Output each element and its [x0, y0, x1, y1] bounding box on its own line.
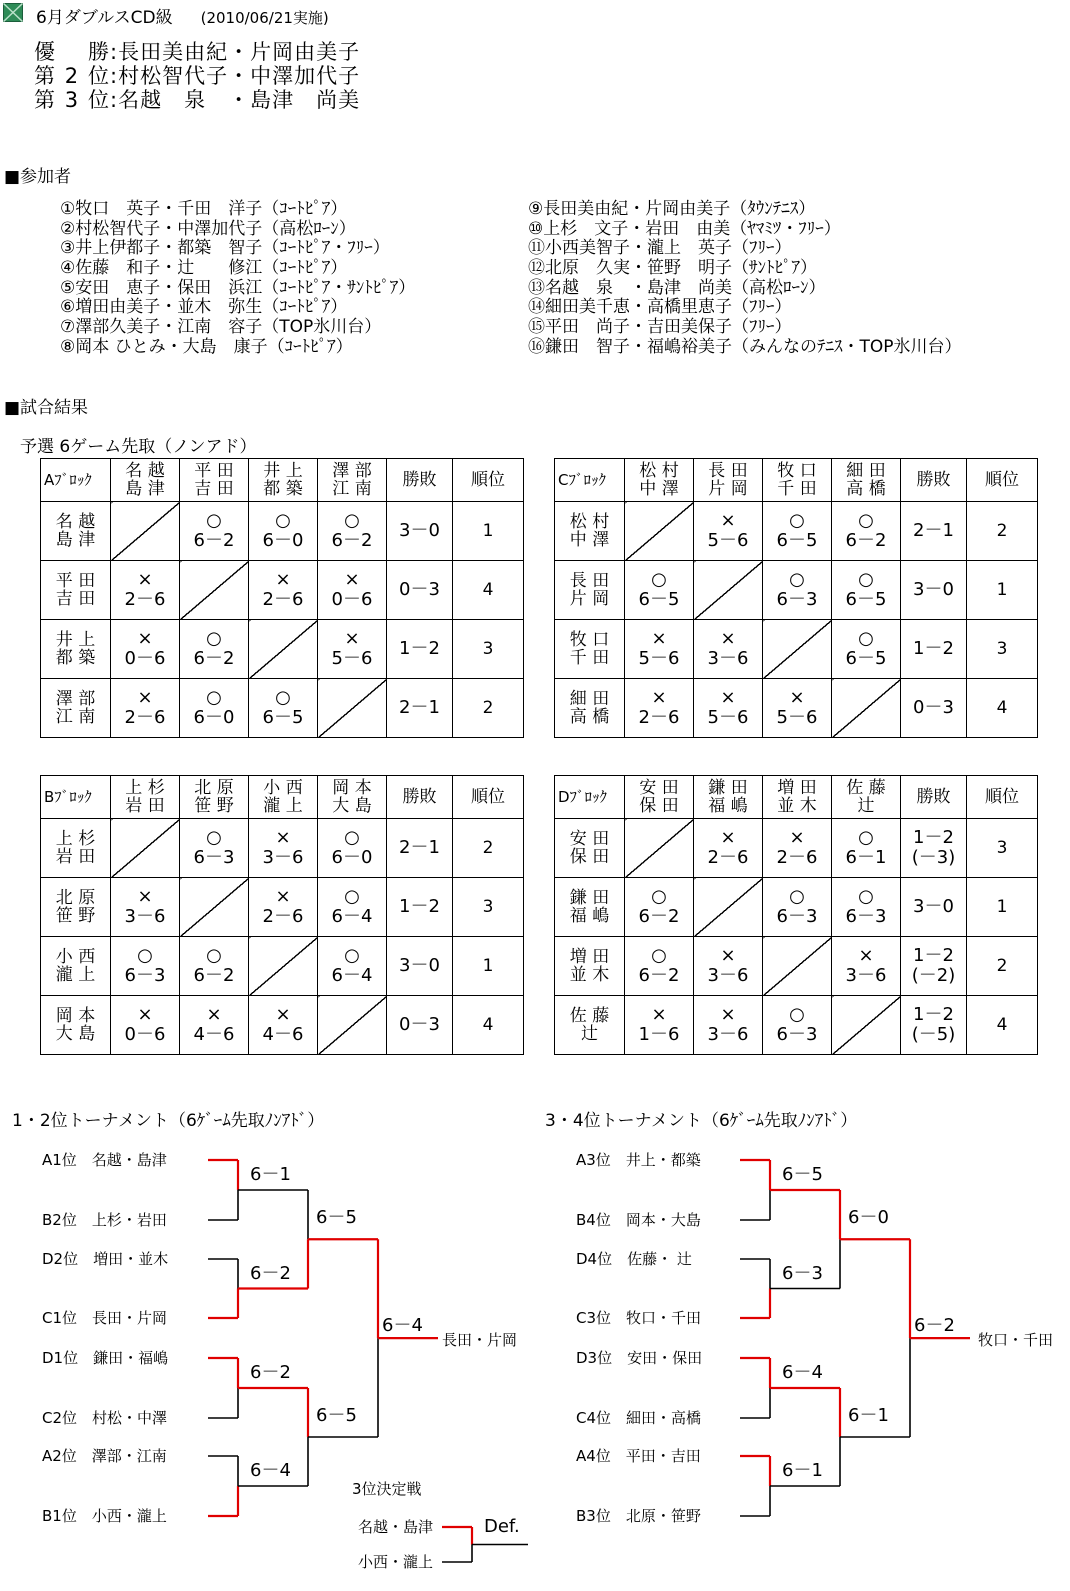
round2-score: 6－1 [848, 1405, 889, 1426]
round1-score: 6－1 [782, 1460, 823, 1481]
result-mark: ○ [858, 510, 874, 531]
result-score: 5－6 [707, 707, 749, 728]
team-name-line: 牧 口 [777, 461, 817, 481]
result-mark: × [137, 569, 153, 590]
result-score: 3－6 [262, 847, 304, 868]
result-score: 6－5 [638, 589, 680, 610]
result-score: 6－5 [845, 589, 887, 610]
team-name-line: 笹 野 [55, 906, 96, 926]
rank-value: 2 [453, 679, 524, 738]
result-mark: ○ [275, 510, 291, 531]
result-mark: × [720, 1004, 736, 1025]
round1-score: 6－4 [782, 1362, 823, 1383]
result-score: 0－6 [124, 648, 166, 669]
round2-score: 6－0 [848, 1207, 889, 1229]
team-name-line: 岩 田 [55, 847, 96, 867]
result-mark: ○ [789, 569, 805, 590]
result-score: 4－6 [262, 1024, 304, 1045]
team-name-line: 並 木 [569, 965, 610, 985]
result-score: 6－5 [776, 530, 818, 551]
team-name-line: 千 田 [777, 479, 817, 499]
result-score: 2－6 [262, 589, 304, 610]
rank-value: 1 [453, 937, 524, 996]
rank-value: 4 [453, 996, 524, 1055]
result-mark: ○ [344, 945, 360, 966]
participant-item: ①牧口 英子・千田 洋子（ｺｰﾄﾋﾟｱ） [60, 199, 348, 219]
result-mark: × [344, 569, 360, 590]
rank-value: 4 [967, 679, 1038, 738]
game-difference: (－3) [911, 847, 956, 868]
team-name-line: 瀧 上 [263, 796, 303, 816]
record-value: 0－3 [913, 697, 954, 718]
result-mark: ○ [206, 945, 222, 966]
result-score: 6－0 [331, 847, 373, 868]
result-score: 5－6 [707, 530, 749, 551]
result-mark: × [137, 886, 153, 907]
team-name-line: 名 越 [125, 461, 165, 481]
team-name-line: 平 田 [194, 461, 234, 481]
result-mark: × [206, 1004, 222, 1025]
result-score: 2－6 [124, 707, 166, 728]
bracket-entry: D1位 鎌田・福嶋 [42, 1349, 169, 1367]
result-mark: ○ [858, 628, 874, 649]
result-score: 6－3 [193, 847, 235, 868]
participant-item: ⑪小西美智子・瀧上 英子（ﾌﾘｰ） [528, 238, 792, 259]
participant-item: ⑬名越 泉 ・島津 尚美（高松ﾛｰﾝ） [528, 277, 826, 298]
result-mark: × [720, 628, 736, 649]
round1-score: 6－2 [250, 1362, 291, 1383]
rank-value: 1 [453, 502, 524, 561]
result-mark: ○ [344, 827, 360, 848]
participant-item: ⑫北原 久実・笹野 明子（ｻﾝﾄﾋﾟｱ） [528, 258, 817, 279]
result-mark: ○ [206, 687, 222, 708]
team-name-line: 保 田 [569, 847, 610, 867]
result-mark: × [789, 687, 805, 708]
record-value: 1－2 [913, 638, 954, 659]
record-value: 3－0 [913, 896, 954, 917]
result-mark: ○ [789, 510, 805, 531]
result-mark: × [137, 628, 153, 649]
result-mark: ○ [789, 886, 805, 907]
third-label: 第3位 [34, 88, 110, 112]
win-loss-header: 勝敗 [901, 459, 967, 502]
record-value: 2－1 [399, 697, 440, 718]
runner-up-pair: 村松智代子・中澤加代子 [118, 64, 361, 88]
team-name-line: 都 築 [263, 479, 303, 499]
rank-value: 3 [967, 620, 1038, 679]
result-score: 3－6 [845, 965, 887, 986]
champion-name: 長田・片岡 [442, 1331, 518, 1350]
result-mark: × [275, 827, 291, 848]
team-name-line: 保 田 [639, 796, 679, 816]
team-name-line: 澤 部 [55, 689, 96, 709]
participant-item: ⑨長田美由紀・片岡由美子（ﾀｳﾝﾃﾆｽ） [528, 199, 816, 219]
team-name-line: 佐 藤 [569, 1006, 610, 1026]
winner-label: 優勝 [34, 40, 110, 64]
team-name-line: 吉 田 [55, 589, 96, 609]
result-score: 3－6 [124, 906, 166, 927]
team-name-line: 高 橋 [569, 707, 610, 727]
rank-value: 3 [967, 819, 1038, 878]
final-score: 6－2 [914, 1315, 955, 1337]
record-value: 1－2 [913, 945, 954, 966]
round1-score: 6－1 [250, 1164, 291, 1185]
result-score: 6－0 [262, 530, 304, 551]
result-mark: ○ [858, 827, 874, 848]
participant-item: ②村松智代子・中澤加代子（高松ﾛｰﾝ） [60, 218, 356, 239]
team-name-line: 片 岡 [569, 589, 610, 609]
team-name-line: 片 岡 [708, 479, 748, 499]
round1-score: 6－5 [782, 1164, 823, 1185]
win-loss-header: 勝敗 [901, 776, 967, 819]
results-heading: ■試合結果 [4, 398, 89, 418]
record-value: 1－2 [913, 1004, 954, 1025]
result-score: 1－6 [638, 1024, 680, 1045]
round2-score: 6－5 [316, 1405, 357, 1426]
rank-header: 順位 [967, 776, 1038, 819]
rank-value: 4 [453, 561, 524, 620]
round1-score: 6－3 [782, 1262, 823, 1284]
block-name: Bﾌﾞﾛｯｸ [41, 776, 111, 819]
team-name-line: 名 越 [55, 512, 96, 532]
block-name: Dﾌﾞﾛｯｸ [555, 776, 625, 819]
win-loss-header: 勝敗 [387, 776, 453, 819]
result-score: 6－0 [193, 707, 235, 728]
team-name-line: 岡 本 [55, 1006, 96, 1026]
record-value: 1－2 [399, 638, 440, 659]
result-mark: × [720, 687, 736, 708]
team-name-line: 中 澤 [569, 530, 610, 550]
final-score: 6－4 [382, 1315, 423, 1337]
result-score: 6－5 [845, 648, 887, 669]
bracket-entry: C4位 細田・高橋 [576, 1409, 702, 1427]
round1-score: 6－4 [250, 1460, 291, 1481]
rank-header: 順位 [453, 459, 524, 502]
event-title: 6月ダブルスCD級 [36, 8, 173, 28]
tournament-1-title: 1・2位トーナメント（6ｹﾞｰﾑ先取ﾉﾝｱﾄﾞ） [12, 1111, 325, 1131]
bracket-entry: A1位 名越・島津 [42, 1151, 167, 1169]
team-name-line: 千 田 [569, 648, 610, 668]
team-name-line: 並 木 [777, 796, 817, 816]
rank-value: 3 [453, 878, 524, 937]
result-mark: ○ [858, 886, 874, 907]
third-place-entry: 名越・島津 [358, 1518, 434, 1536]
record-value: 3－0 [399, 955, 440, 976]
block-name: Aﾌﾞﾛｯｸ [41, 459, 111, 502]
tournament-2-title: 3・4位トーナメント（6ｹﾞｰﾑ先取ﾉﾝｱﾄﾞ） [545, 1111, 858, 1131]
participant-item: ④佐藤 和子・辻 修江（ｺｰﾄﾋﾟｱ） [60, 258, 348, 279]
winner-row: 優勝:長田美由紀・片岡由美子 [34, 40, 361, 64]
rank-value: 2 [967, 502, 1038, 561]
champion-name: 牧口・千田 [978, 1331, 1054, 1350]
participant-item: ⑤安田 恵子・保田 浜江（ｺｰﾄﾋﾟｱ・ｻﾝﾄﾋﾟｱ） [60, 277, 416, 298]
participant-item: ⑭細田美千恵・高橋里恵子（ﾌﾘｰ） [528, 297, 792, 318]
result-score: 2－6 [707, 847, 749, 868]
result-mark: × [858, 945, 874, 966]
team-name-line: 安 田 [639, 778, 679, 798]
team-name-line: 長 田 [708, 461, 748, 481]
bracket-entry: D4位 佐藤・ 辻 [576, 1250, 692, 1268]
result-score: 3－6 [707, 648, 749, 669]
participant-item: ③井上伊都子・都築 智子（ｺｰﾄﾋﾟｱ・ﾌﾘｰ） [60, 238, 390, 259]
team-name-line: 鎌 田 [708, 778, 748, 798]
result-score: 6－3 [776, 906, 818, 927]
team-name-line: 瀧 上 [55, 965, 96, 985]
record-value: 1－2 [913, 827, 954, 848]
team-name-line: 上 杉 [55, 829, 96, 849]
result-score: 2－6 [776, 847, 818, 868]
team-name-line: 増 田 [569, 947, 610, 967]
team-name-line: 大 島 [55, 1024, 96, 1044]
bracket-entry: B2位 上杉・岩田 [42, 1211, 167, 1229]
result-mark: × [344, 628, 360, 649]
result-mark: ○ [651, 886, 667, 907]
team-name-line: 大 島 [332, 796, 372, 816]
result-mark: ○ [206, 510, 222, 531]
team-name-line: 細 田 [846, 461, 886, 481]
result-mark: × [137, 1004, 153, 1025]
team-name-line: 笹 野 [194, 796, 234, 816]
game-difference: (－2) [911, 965, 956, 986]
rank-header: 順位 [453, 776, 524, 819]
result-mark: ○ [344, 510, 360, 531]
record-value: 2－1 [399, 837, 440, 858]
record-value: 1－2 [399, 896, 440, 917]
result-score: 2－6 [262, 906, 304, 927]
third-place-entry: 小西・瀧上 [358, 1553, 434, 1571]
result-mark: ○ [858, 569, 874, 590]
result-mark: × [651, 687, 667, 708]
participant-item: ⑮平田 尚子・吉田美保子（ﾌﾘｰ） [528, 317, 792, 338]
participant-item: ⑯鎌田 智子・福嶋裕美子（みんなのﾃﾆｽ・TOP氷川台） [528, 336, 962, 357]
result-mark: × [651, 628, 667, 649]
rank-value: 4 [967, 996, 1038, 1055]
team-name-line: 福 嶋 [569, 906, 610, 926]
rank-value: 1 [967, 878, 1038, 937]
result-score: 6－2 [193, 648, 235, 669]
result-score: 6－4 [331, 906, 373, 927]
result-score: 6－2 [638, 906, 680, 927]
bracket-entry: D2位 増田・並木 [42, 1250, 169, 1268]
team-name-line: 岡 本 [332, 778, 372, 798]
result-mark: × [275, 886, 291, 907]
team-name-line: 吉 田 [194, 479, 234, 499]
team-name-line: 長 田 [569, 571, 610, 591]
result-score: 6－3 [776, 1024, 818, 1045]
team-name-line: 辻 [857, 796, 875, 816]
rank-value: 2 [967, 937, 1038, 996]
team-name-line: 北 原 [194, 778, 234, 798]
result-mark: ○ [344, 886, 360, 907]
team-name-line: 江 南 [332, 479, 372, 499]
third-place-result: Def. [484, 1516, 520, 1537]
team-name-line: 高 橋 [846, 479, 886, 499]
team-name-line: 牧 口 [569, 630, 610, 650]
block-name: Cﾌﾞﾛｯｸ [555, 459, 625, 502]
win-loss-header: 勝敗 [387, 459, 453, 502]
winner-pair: 長田美由紀・片岡由美子 [118, 40, 361, 64]
result-score: 2－6 [124, 589, 166, 610]
rank-value: 3 [453, 620, 524, 679]
bracket-entry: A3位 井上・都築 [576, 1151, 701, 1169]
runner-up-label: 第2位 [34, 64, 110, 88]
result-score: 6－4 [331, 965, 373, 986]
team-name-line: 上 杉 [125, 778, 165, 798]
preliminary-subheading: 予選 6ゲーム先取（ノンアド） [20, 437, 257, 457]
team-name-line: 増 田 [777, 778, 817, 798]
team-name-line: 小 西 [263, 778, 303, 798]
result-mark: × [137, 687, 153, 708]
bracket-entry: C3位 牧口・千田 [576, 1309, 702, 1327]
result-score: 6－1 [845, 847, 887, 868]
result-score: 4－6 [193, 1024, 235, 1045]
record-value: 0－3 [399, 579, 440, 600]
result-score: 2－6 [638, 707, 680, 728]
participants-heading: ■参加者 [4, 167, 72, 187]
rank-value: 1 [967, 561, 1038, 620]
team-name-line: 松 村 [639, 461, 679, 481]
result-mark: ○ [275, 687, 291, 708]
result-score: 5－6 [776, 707, 818, 728]
team-name-line: 鎌 田 [569, 888, 610, 908]
result-mark: ○ [206, 628, 222, 649]
participant-item: ⑥増田由美子・並木 弥生（ｺｰﾄﾋﾟｱ） [60, 297, 348, 318]
third-place-title: 3位決定戦 [352, 1480, 422, 1498]
team-name-line: 澤 部 [332, 461, 372, 481]
bracket-entry: C1位 長田・片岡 [42, 1309, 168, 1327]
record-value: 3－0 [913, 579, 954, 600]
result-mark: ○ [206, 827, 222, 848]
game-difference: (－5) [911, 1024, 956, 1045]
participant-item: ⑧岡本 ひとみ・大島 康子（ｺｰﾄﾋﾟｱ） [60, 336, 353, 357]
third-row: 第3位:名越 泉 ・島津 尚美 [34, 88, 361, 112]
team-name-line: 島 津 [125, 479, 165, 499]
team-name-line: 平 田 [55, 571, 96, 591]
result-score: 6－2 [638, 965, 680, 986]
round2-score: 6－5 [316, 1207, 357, 1229]
team-name-line: 北 原 [55, 888, 96, 908]
participant-item: ⑩上杉 文子・岩田 由美（ﾔﾏﾐﾂ・ﾌﾘｰ） [528, 218, 841, 239]
result-score: 0－6 [124, 1024, 166, 1045]
bracket-entry: A4位 平田・吉田 [576, 1447, 701, 1465]
result-mark: × [275, 1004, 291, 1025]
participant-item: ⑦澤部久美子・江南 容子（TOP氷川台） [60, 317, 382, 338]
bracket-entry: B4位 岡本・大島 [576, 1211, 701, 1229]
result-score: 3－6 [707, 1024, 749, 1045]
runner-up-row: 第2位:村松智代子・中澤加代子 [34, 64, 361, 88]
result-score: 6－5 [262, 707, 304, 728]
result-score: 3－6 [707, 965, 749, 986]
result-mark: × [720, 827, 736, 848]
result-score: 5－6 [331, 648, 373, 669]
team-name-line: 安 田 [569, 829, 610, 849]
third-pair: 名越 泉 ・島津 尚美 [118, 88, 361, 112]
bracket-entry: C2位 村松・中澤 [42, 1409, 168, 1427]
bracket-entry: A2位 澤部・江南 [42, 1447, 167, 1465]
result-score: 6－2 [845, 530, 887, 551]
result-mark: ○ [651, 569, 667, 590]
bracket-entry: B1位 小西・瀧上 [42, 1507, 167, 1525]
team-name-line: 佐 藤 [846, 778, 886, 798]
result-mark: × [275, 569, 291, 590]
record-value: 2－1 [913, 520, 954, 541]
rank-value: 2 [453, 819, 524, 878]
result-mark: ○ [137, 945, 153, 966]
rank-header: 順位 [967, 459, 1038, 502]
result-score: 6－2 [193, 530, 235, 551]
result-score: 6－2 [193, 965, 235, 986]
result-score: 6－3 [776, 589, 818, 610]
result-mark: ○ [651, 945, 667, 966]
result-score: 6－3 [845, 906, 887, 927]
team-name-line: 井 上 [263, 461, 303, 481]
result-score: 6－3 [124, 965, 166, 986]
result-mark: × [789, 827, 805, 848]
result-score: 5－6 [638, 648, 680, 669]
result-mark: ○ [789, 1004, 805, 1025]
team-name-line: 都 築 [55, 648, 96, 668]
team-name-line: 小 西 [55, 947, 96, 967]
team-name-line: 中 澤 [639, 479, 679, 499]
event-date: (2010/06/21実施) [200, 9, 329, 27]
team-name-line: 井 上 [55, 630, 96, 650]
result-score: 0－6 [331, 589, 373, 610]
team-name-line: 福 嶋 [708, 796, 748, 816]
team-name-line: 辻 [581, 1024, 598, 1044]
bracket-entry: B3位 北原・笹野 [576, 1507, 701, 1525]
team-name-line: 松 村 [569, 512, 610, 532]
result-mark: × [720, 945, 736, 966]
record-value: 0－3 [399, 1014, 440, 1035]
result-mark: × [651, 1004, 667, 1025]
result-score: 6－2 [331, 530, 373, 551]
team-name-line: 島 津 [55, 530, 96, 550]
team-name-line: 岩 田 [125, 796, 165, 816]
record-value: 3－0 [399, 520, 440, 541]
team-name-line: 江 南 [55, 707, 96, 727]
round1-score: 6－2 [250, 1262, 291, 1284]
team-name-line: 細 田 [569, 689, 610, 709]
bracket-entry: D3位 安田・保田 [576, 1349, 703, 1367]
result-mark: × [720, 510, 736, 531]
